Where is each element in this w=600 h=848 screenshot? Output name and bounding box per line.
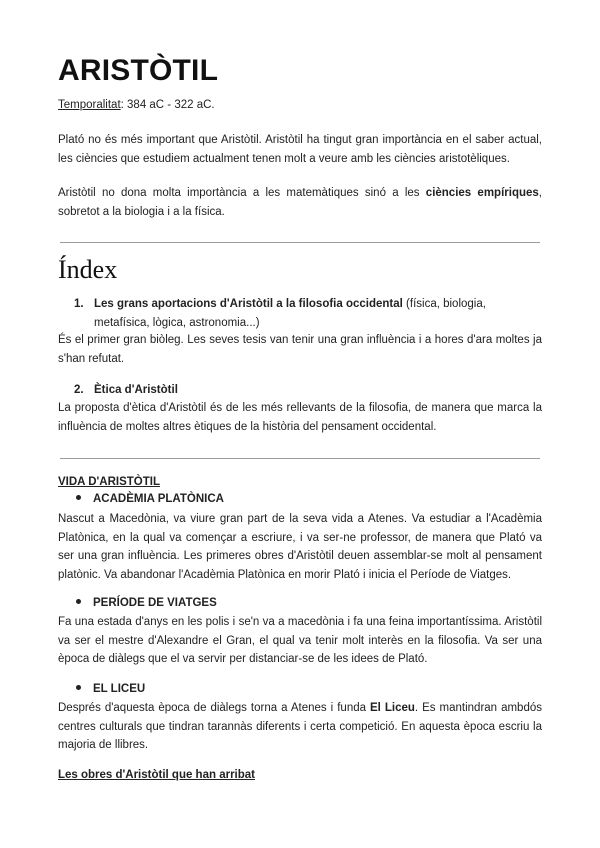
temporalitat-label: Temporalitat [58,99,121,111]
index-item-1-description: És el primer gran biòleg. Les seves tesis van tenir una gran influència i a hores d'ara moltes ja s'han refutat. [58,334,542,365]
bullet-heading-viatges: PERÍODE DE VIATGES [58,597,217,609]
divider [60,242,540,243]
bullet-heading-liceu: EL LICEU [58,683,145,695]
section-heading-obres: Les obres d'Aristòtil que han arribat [58,769,255,781]
temporalitat-line [58,99,215,111]
page-title: ARISTÒTIL [58,54,219,87]
bullet-icon [76,685,81,690]
index-item-1-title: Les grans aportacions d'Aristòtil a la filosofia occidental [94,298,403,310]
paragraph-viatges: Fa una estada d'anys en les polis i se'n va a macedònia i fa una feina importantíssima. Aristòtil va ser el mestre d'Alexandre el Gran, el qual va tenir molt interès en la filosofia. Va ser una època de diàlegs que el va servir per distanciar-se de les idees de Plató. [58,616,542,665]
paragraph-academia: Nascut a Macedònia, va viure gran part de la seva vida a Atenes. Va estudiar a l'Acadèmia Platònica, en la qual va començar a escriure, i va ser-ne professor, de manera que Plató va ser una gran influència. Les primeres obres d'Aristòtil deuen assemblar-se molt al pensament platònic. Va abandonar l'Acadèmia Platònica en morir Plató i inicia el Període de Viatges. [58,513,542,581]
bullet-heading-academia: ACADÈMIA PLATÒNICA [58,493,224,505]
index-item-2-description: La proposta d'ètica d'Aristòtil és de les més rellevants de la filosofia, de manera que marca la influència de moltes altres ètiques de la història del pensament occidental. [58,402,542,433]
bullet-icon [76,599,81,604]
index-item-2-title: Ètica d'Aristòtil [94,384,178,396]
intro-paragraph-2: Aristòtil no dona molta importància a les matemàtiques sinó a les ciències empíriques, sobretot a la biologia i a la física. [58,187,542,218]
liceu-emphasis: El Liceu [370,702,415,714]
section-heading-vida: VIDA D'ARISTÒTIL [58,476,160,488]
divider [60,458,540,459]
intro-paragraph-1: Plató no és més important que Aristòtil. Aristòtil ha tingut gran importància en el saber actual, les ciències que estudiem actualment tenen molt a veure amb les ciències aristotèliques. [58,134,542,165]
bullet-icon [76,495,81,500]
intro-emphasis: ciències empíriques [425,187,539,199]
index-item-1: 1. Les grans aportacions d'Aristòtil a la filosofia occidental (física, biologia, metafísica, lògica, astronomia...) [74,298,486,329]
temporalitat-value: : 384 aC - 322 aC. [120,99,215,111]
paragraph-liceu: Després d'aquesta època de diàlegs torna a Atenes i funda El Liceu. Es mantindran ambdós centres culturals que tindran tarannàs diferents i certa competició. En aquesta època escriu la majoria de llibres. [58,702,542,751]
index-item-2: 2. Ètica d'Aristòtil [74,384,178,396]
index-heading: Índex [58,255,118,284]
